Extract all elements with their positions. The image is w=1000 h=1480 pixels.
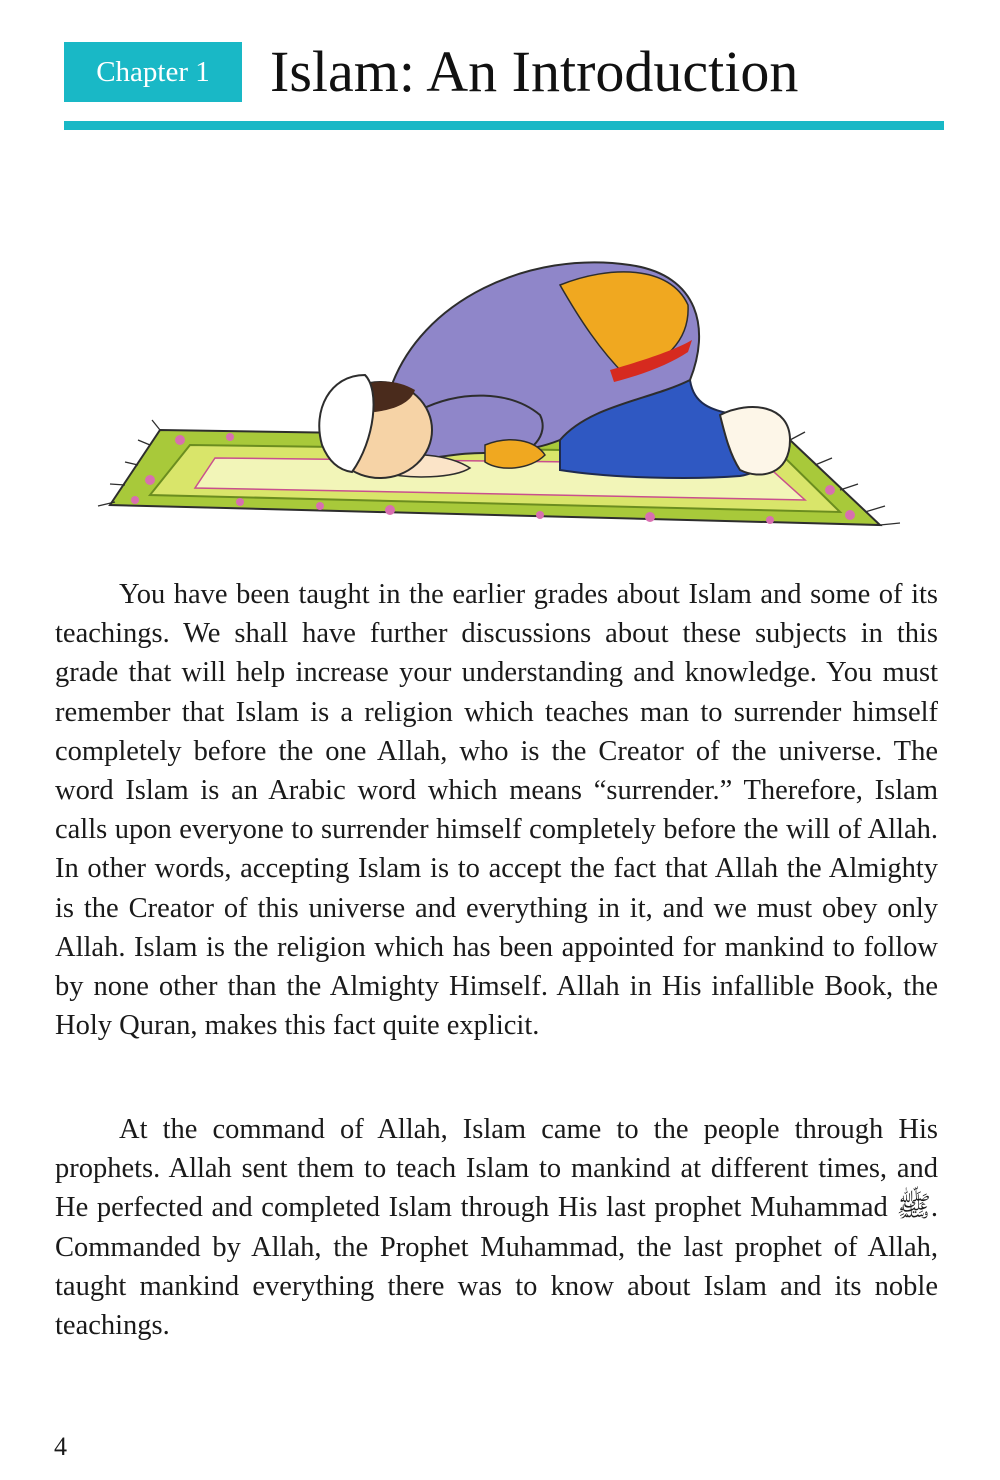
chapter-badge: Chapter 1 xyxy=(64,42,242,102)
page-number: 4 xyxy=(54,1432,67,1461)
child-praying-illustration xyxy=(90,240,920,550)
paragraph-2: At the command of Allah, Islam came to the people through His prophets. Allah sent them to teach Islam to mankind at different times, and He perfected and completed Islam through His last prophet Muhammad ﷺ. Commanded by Allah, the Prophet Muhammad, the last prophet of Allah, taught mankind everything there was to know about Islam and its noble teachings. xyxy=(55,1114,938,1342)
title-rule xyxy=(64,121,944,130)
chapter-title: Islam: An Introduction xyxy=(270,39,799,104)
paragraph-1: You have been taught in the earlier grades about Islam and some of its teachings. We shall have further discussions about these subjects in this grade that will help increase your understanding and knowledge. You must remember that Islam is a religion which teaches man to surrender himself completely before the one Allah, who is the Creator of the universe. The word Islam is an Arabic word which means “surrender.” Therefore, Islam calls upon everyone to surrender himself completely before the will of Allah. In other words, accepting Islam is to accept the fact that Allah the Almighty is the Creator of this universe and everything in it, and we must obey only Allah. Islam is the religion which has been appointed for mankind to follow by none other than the Almighty Himself. Allah in His infallible Book, the Holy Quran, makes this fact quite explicit. xyxy=(55,579,938,1042)
